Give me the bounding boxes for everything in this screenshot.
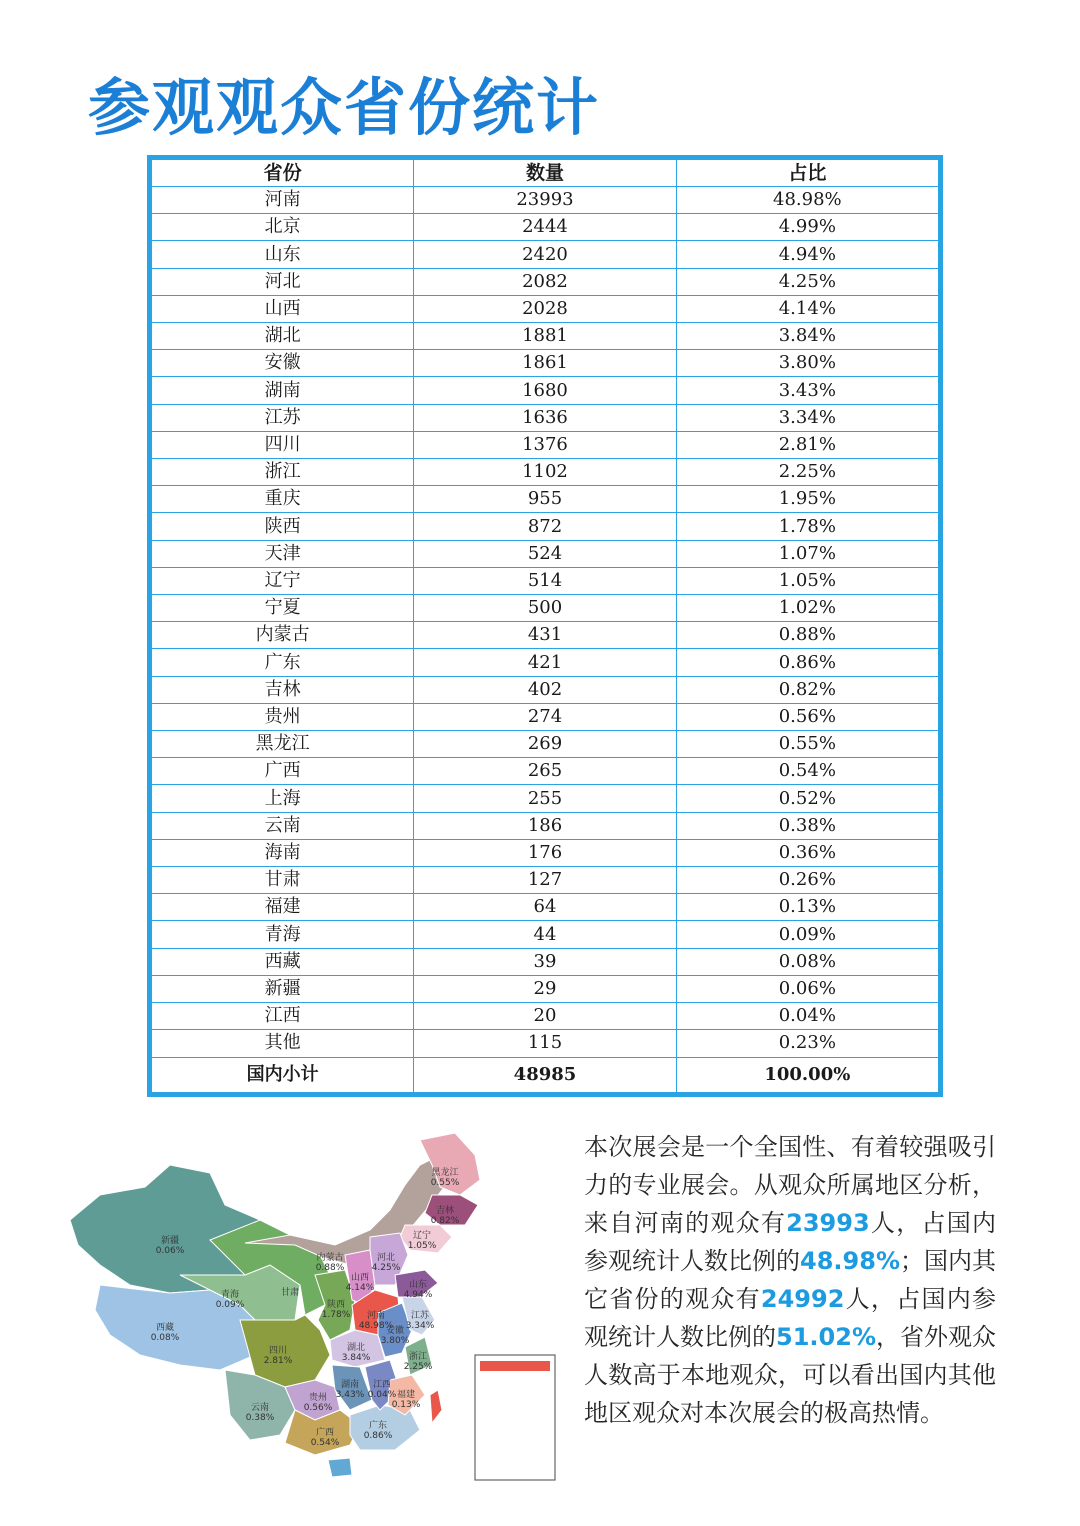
map-label-pct: 1.78%: [321, 1310, 351, 1320]
cell-count: 23993: [414, 187, 676, 214]
cell-share: 0.86%: [676, 649, 938, 676]
cell-province: 陕西: [152, 513, 414, 540]
table-row: [152, 377, 939, 404]
cell-count: 176: [414, 839, 676, 866]
map-label-name: 黑龙江: [431, 1168, 459, 1178]
cell-count: 269: [414, 731, 676, 758]
map-label-name: 河南: [366, 1311, 386, 1321]
cell-count: 265: [414, 758, 676, 785]
table-row: [152, 459, 939, 486]
table-row: [152, 295, 939, 322]
table-total-row: [152, 1057, 939, 1093]
cell-province: 安徽: [152, 350, 414, 377]
cell-province: 云南: [152, 812, 414, 839]
cell-share: 4.25%: [676, 268, 938, 295]
cell-share: 0.38%: [676, 812, 938, 839]
summary-paragraph: [584, 1128, 996, 1432]
region-海南: [328, 1458, 352, 1477]
map-label-name: 西藏: [155, 1323, 175, 1333]
cell-share: 0.54%: [676, 758, 938, 785]
cell-count: 2444: [414, 214, 676, 241]
map-label-name: 山西: [350, 1273, 370, 1283]
table-header-row: [152, 160, 939, 187]
cell-count: 1881: [414, 323, 676, 350]
cell-share: 3.43%: [676, 377, 938, 404]
cell-count: 255: [414, 785, 676, 812]
cell-province: 四川: [152, 431, 414, 458]
cell-count: 514: [414, 567, 676, 594]
cell-province: 辽宁: [152, 567, 414, 594]
henan-share: 48.98%: [800, 1247, 900, 1275]
header-province: 省份: [152, 160, 414, 187]
table-row: [152, 1030, 939, 1057]
table-row: [152, 540, 939, 567]
cell-province: 天津: [152, 540, 414, 567]
cell-count: 500: [414, 595, 676, 622]
cell-count: 186: [414, 812, 676, 839]
cell-province: 新疆: [152, 975, 414, 1002]
map-label-name: 浙江: [408, 1352, 428, 1362]
table-row: [152, 595, 939, 622]
table-row: [152, 703, 939, 730]
cell-province: 甘肃: [152, 867, 414, 894]
table-row: [152, 350, 939, 377]
summary-text-1: 本次展会是一个全国性、有着较强吸引力的专业展会。从观众所属地区分析，来自河南的观众有: [584, 1133, 996, 1237]
table-row: [152, 268, 939, 295]
table-row: [152, 323, 939, 350]
cell-count: 1636: [414, 404, 676, 431]
table-row: [152, 431, 939, 458]
cell-province: 山东: [152, 241, 414, 268]
cell-count: 955: [414, 486, 676, 513]
summary-text-5: ，省外观众人数高于本地观众，可以看出国内其他地区观众对本次展会的极高热情。: [584, 1323, 997, 1427]
map-label-pct: 0.08%: [150, 1333, 180, 1343]
cell-count: 2082: [414, 268, 676, 295]
map-label-pct: 0.09%: [215, 1300, 245, 1310]
cell-count: 2028: [414, 295, 676, 322]
cell-province: 广西: [152, 758, 414, 785]
south-sea-inset-coast: [480, 1361, 550, 1371]
map-label-name: 广东: [368, 1421, 388, 1431]
map-label-name: 云南: [250, 1403, 270, 1413]
map-label-name: 陕西: [326, 1300, 346, 1310]
map-label-name: 山东: [408, 1280, 428, 1290]
cell-share: 1.02%: [676, 595, 938, 622]
cell-share: 0.56%: [676, 703, 938, 730]
cell-province: 重庆: [152, 486, 414, 513]
cell-share: 3.84%: [676, 323, 938, 350]
table-row: [152, 758, 939, 785]
cell-province: 宁夏: [152, 595, 414, 622]
table-row: [152, 894, 939, 921]
cell-count: 1861: [414, 350, 676, 377]
cell-count: 20: [414, 1003, 676, 1030]
cell-province: 江西: [152, 1003, 414, 1030]
total-label: 国内小计: [152, 1057, 414, 1093]
map-label-pct: 0.82%: [430, 1216, 460, 1226]
cell-share: 0.23%: [676, 1030, 938, 1057]
cell-count: 431: [414, 622, 676, 649]
cell-share: 0.52%: [676, 785, 938, 812]
table-row: [152, 187, 939, 214]
cell-share: 1.07%: [676, 540, 938, 567]
map-label-pct: 2.25%: [403, 1362, 433, 1372]
cell-count: 402: [414, 676, 676, 703]
table-row: [152, 676, 939, 703]
province-stats-table: [151, 159, 939, 1093]
map-label-name: 广西: [315, 1428, 335, 1438]
map-label-pct: 1.05%: [407, 1241, 437, 1251]
cell-share: 0.06%: [676, 975, 938, 1002]
table-row: [152, 839, 939, 866]
cell-province: 贵州: [152, 703, 414, 730]
cell-count: 39: [414, 948, 676, 975]
cell-share: 0.88%: [676, 622, 938, 649]
south-sea-inset: [475, 1355, 555, 1480]
cell-count: 127: [414, 867, 676, 894]
cell-province: 河南: [152, 187, 414, 214]
table-row: [152, 785, 939, 812]
table-row: [152, 1003, 939, 1030]
table-body: [152, 187, 939, 1093]
map-label-pct: 3.80%: [380, 1336, 410, 1346]
cell-share: 0.26%: [676, 867, 938, 894]
map-label-name: 吉林: [435, 1206, 455, 1216]
cell-share: 0.82%: [676, 676, 938, 703]
china-map: [60, 1125, 560, 1485]
cell-share: 0.36%: [676, 839, 938, 866]
header-share: 占比: [676, 160, 938, 187]
henan-count: 23993: [786, 1209, 870, 1237]
region-台湾: [430, 1390, 442, 1423]
cell-province: 海南: [152, 839, 414, 866]
cell-share: 1.05%: [676, 567, 938, 594]
map-label-pct: 0.88%: [315, 1263, 345, 1273]
cell-share: 3.34%: [676, 404, 938, 431]
map-label-pct: 0.13%: [391, 1400, 421, 1410]
map-label-pct: 0.38%: [245, 1413, 275, 1423]
cell-province: 福建: [152, 894, 414, 921]
table-row: [152, 404, 939, 431]
table-row: [152, 567, 939, 594]
cell-share: 1.78%: [676, 513, 938, 540]
cell-share: 0.09%: [676, 921, 938, 948]
map-label-name: 四川: [268, 1346, 288, 1356]
map-label-pct: 0.86%: [363, 1431, 393, 1441]
map-label-name: 湖南: [340, 1380, 360, 1390]
cell-share: 0.55%: [676, 731, 938, 758]
cell-province: 江苏: [152, 404, 414, 431]
header-count: 数量: [414, 160, 676, 187]
other-count: 24992: [760, 1285, 845, 1313]
cell-province: 广东: [152, 649, 414, 676]
cell-count: 2420: [414, 241, 676, 268]
map-label-name: 贵州: [308, 1393, 328, 1403]
map-label-pct: 48.98%: [358, 1321, 394, 1331]
map-label-pct: 0.06%: [155, 1246, 185, 1256]
summary-text-4: 人，占国内参观统计人数比例的: [584, 1285, 997, 1351]
map-label-name: 湖北: [346, 1343, 366, 1353]
cell-share: 2.81%: [676, 431, 938, 458]
cell-count: 29: [414, 975, 676, 1002]
cell-share: 0.04%: [676, 1003, 938, 1030]
table-row: [152, 241, 939, 268]
map-label-pct: 0.54%: [310, 1438, 340, 1448]
map-label-name: 辽宁: [412, 1231, 432, 1241]
map-label-name: 江苏: [410, 1311, 430, 1321]
map-label-pct: 0.55%: [430, 1178, 460, 1188]
map-label-name: 新疆: [160, 1236, 180, 1246]
cell-province: 湖南: [152, 377, 414, 404]
cell-province: 山西: [152, 295, 414, 322]
cell-province: 上海: [152, 785, 414, 812]
cell-share: 1.95%: [676, 486, 938, 513]
map-label-name: 内蒙古: [316, 1253, 344, 1263]
total-share: 100.00%: [676, 1057, 938, 1093]
cell-count: 1376: [414, 431, 676, 458]
summary-text-3: ；国内其它省份的观众有: [584, 1247, 997, 1313]
map-label-name: 安徽: [385, 1326, 405, 1336]
map-label-pct: 0.04%: [367, 1390, 397, 1400]
table-row: [152, 731, 939, 758]
cell-province: 内蒙古: [152, 622, 414, 649]
cell-count: 44: [414, 921, 676, 948]
map-label-pct: 3.34%: [405, 1321, 435, 1331]
cell-province: 河北: [152, 268, 414, 295]
province-table: [147, 155, 943, 1097]
table-row: [152, 486, 939, 513]
map-label-pct: 4.14%: [345, 1283, 375, 1293]
table-row: [152, 513, 939, 540]
cell-count: 872: [414, 513, 676, 540]
table-row: [152, 622, 939, 649]
cell-share: 48.98%: [676, 187, 938, 214]
cell-share: 0.13%: [676, 894, 938, 921]
cell-share: 0.08%: [676, 948, 938, 975]
cell-share: 2.25%: [676, 459, 938, 486]
page-title: 参观观众省份统计: [88, 71, 601, 144]
cell-count: 64: [414, 894, 676, 921]
map-label-pct: 4.25%: [371, 1263, 401, 1273]
other-share: 51.02%: [776, 1323, 876, 1351]
map-label-name: 青海: [220, 1290, 240, 1300]
cell-count: 115: [414, 1030, 676, 1057]
table-row: [152, 948, 939, 975]
cell-share: 3.80%: [676, 350, 938, 377]
cell-count: 524: [414, 540, 676, 567]
cell-share: 4.14%: [676, 295, 938, 322]
cell-count: 421: [414, 649, 676, 676]
map-label-name: 江西: [372, 1380, 392, 1390]
cell-province: 湖北: [152, 323, 414, 350]
map-label-name: 福建: [396, 1390, 416, 1400]
total-count: 48985: [414, 1057, 676, 1093]
map-label-pct: 2.81%: [263, 1356, 293, 1366]
table-row: [152, 812, 939, 839]
summary-text-2: 人，占国内参观统计人数比例的: [584, 1209, 997, 1275]
table-row: [152, 649, 939, 676]
china-map-svg: [60, 1125, 560, 1485]
cell-share: 4.99%: [676, 214, 938, 241]
cell-province: 吉林: [152, 676, 414, 703]
table-row: [152, 975, 939, 1002]
cell-share: 4.94%: [676, 241, 938, 268]
table-row: [152, 867, 939, 894]
map-label-pct: 0.56%: [303, 1403, 333, 1413]
map-label-pct: 4.94%: [403, 1290, 433, 1300]
cell-count: 274: [414, 703, 676, 730]
table-row: [152, 214, 939, 241]
table-row: [152, 921, 939, 948]
map-label-name: 甘肃: [280, 1288, 300, 1298]
cell-province: 浙江: [152, 459, 414, 486]
map-label-pct: 3.84%: [341, 1353, 371, 1363]
cell-province: 西藏: [152, 948, 414, 975]
cell-province: 其他: [152, 1030, 414, 1057]
cell-province: 黑龙江: [152, 731, 414, 758]
cell-count: 1680: [414, 377, 676, 404]
map-label-name: 河北: [376, 1253, 396, 1263]
map-label-pct: 3.43%: [335, 1390, 365, 1400]
cell-count: 1102: [414, 459, 676, 486]
cell-province: 青海: [152, 921, 414, 948]
cell-province: 北京: [152, 214, 414, 241]
